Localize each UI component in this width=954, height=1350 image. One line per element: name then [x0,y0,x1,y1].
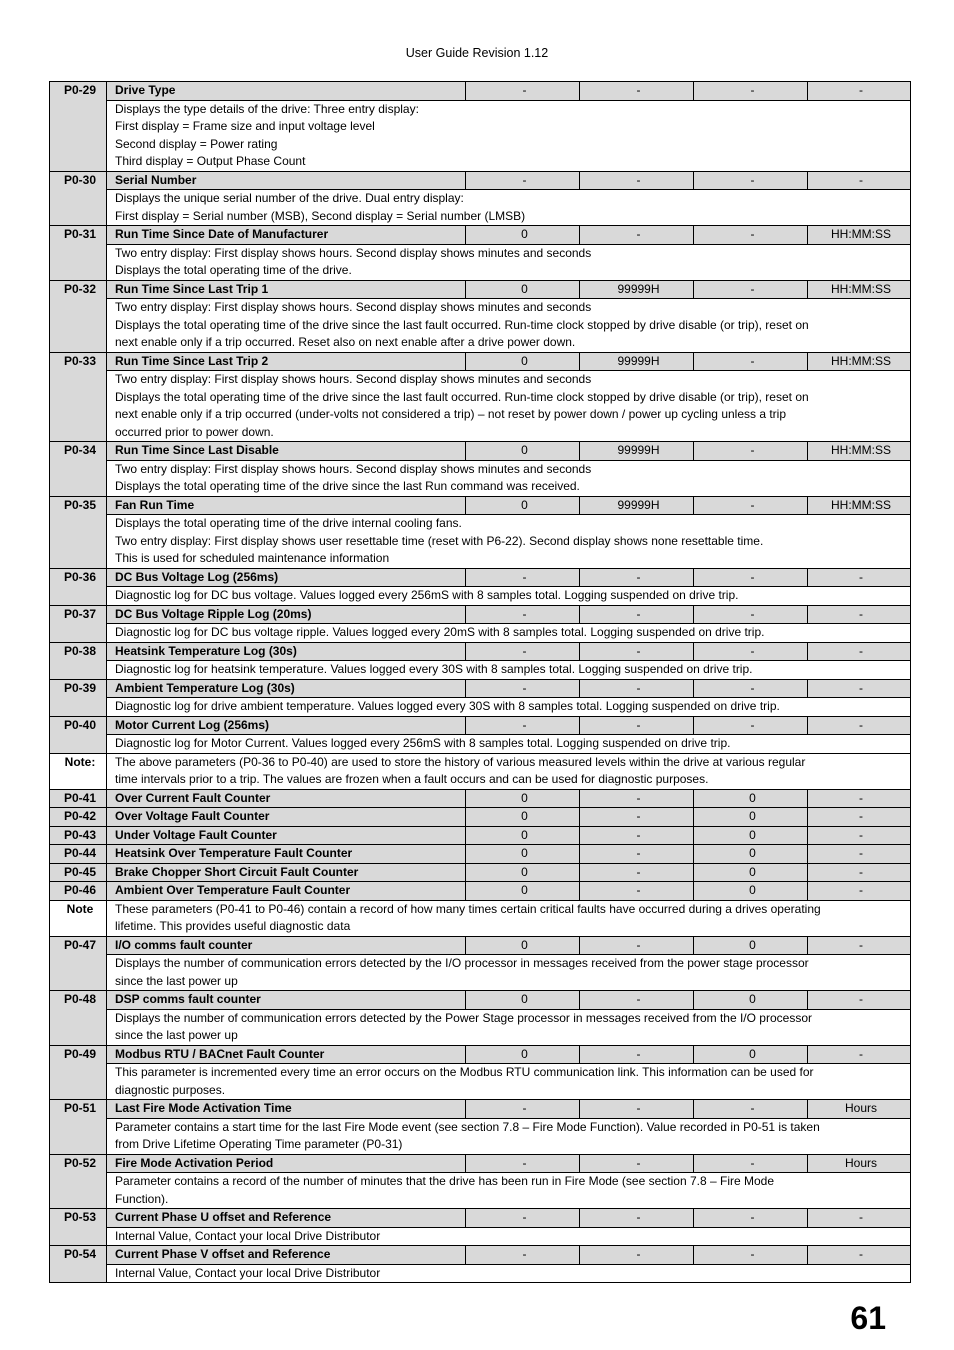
param-name: Run Time Since Last Trip 1 [107,280,466,299]
param-row [50,442,911,461]
param-units: - [808,863,911,882]
param-name: Brake Chopper Short Circuit Fault Counter [107,863,466,882]
param-id: P0-53 [50,1209,107,1246]
param-default: - [694,280,808,299]
param-min: 0 [466,442,580,461]
param-row [50,642,911,661]
param-min: 0 [466,808,580,827]
description-line: next enable only if a trip occurred (under-volts not considered a trip) – not reset by power down / power up cycling unless a trip [115,407,787,421]
param-id: P0-35 [50,496,107,568]
description-line: diagnostic purposes. [115,1082,226,1097]
param-name: Last Fire Mode Activation Time [107,1100,466,1119]
param-units: - [808,642,911,661]
param-default: - [694,1209,808,1228]
param-name: I/O comms fault counter [107,936,466,955]
param-description [107,735,911,754]
param-min: 0 [466,226,580,245]
param-default: - [694,226,808,245]
param-id: P0-47 [50,936,107,991]
param-units: - [808,789,911,808]
param-default: - [694,642,808,661]
param-units: Hours [808,1100,911,1119]
param-max: - [580,226,694,245]
param-min: - [466,716,580,735]
note-label: Note: [50,753,107,789]
description-line: Displays the total operating time of the drive since the last fault occurred. Run-time clock stopped by drive disable (or trip), reset on [115,317,809,332]
param-id: P0-40 [50,716,107,753]
description-line: Diagnostic log for DC bus voltage ripple. Values logged every 20mS with 8 samples total. Logging suspended on drive trip. [115,625,765,639]
description-line: Diagnostic log for drive ambient temperature. Values logged every 30S with 8 samples total. Logging suspended on drive trip. [115,699,780,713]
description-line: Two entry display: First display shows hours. Second display shows minutes and seconds [115,372,592,386]
param-description-row [50,587,911,606]
param-row [50,1209,911,1228]
param-row [50,863,911,882]
param-id: P0-31 [50,226,107,281]
param-row [50,826,911,845]
param-row [50,991,911,1010]
param-description-row [50,190,911,226]
param-id: P0-42 [50,808,107,827]
param-units: - [808,568,911,587]
param-description-row [50,955,911,991]
param-description [107,698,911,717]
param-row [50,280,911,299]
note-text [107,900,911,936]
param-name: DC Bus Voltage Ripple Log (20ms) [107,605,466,624]
param-description [107,371,911,442]
param-row [50,679,911,698]
param-max: - [580,605,694,624]
param-row [50,1246,911,1265]
param-min: 0 [466,1045,580,1064]
description-line: Parameter contains a record of the number of minutes that the drive has been run in Fire Mode (see section 7.8 – Fire Mode [115,1174,775,1188]
note-line: lifetime. This provides useful diagnostic data [115,919,351,933]
param-row [50,226,911,245]
note-line: The above parameters (P0-36 to P0-40) are used to store the history of various measured levels within the drive at various regular [115,754,806,769]
param-row [50,808,911,827]
param-default: 0 [694,882,808,901]
param-min: 0 [466,845,580,864]
param-description [107,955,911,991]
param-name: Run Time Since Last Disable [107,442,466,461]
param-default: - [694,1100,808,1119]
description-line: from Drive Lifetime Operating Time parameter (P0-31) [115,1137,403,1151]
description-line: Two entry display: First display shows hours. Second display shows minutes and seconds [115,461,592,476]
param-max: - [580,1209,694,1228]
param-max: - [580,1246,694,1265]
description-line: Two entry display: First display shows user resettable time (reset with P6-22). Second display shows none resettable time. [115,533,764,548]
param-units: HH:MM:SS [808,280,911,299]
page-header: User Guide Revision 1.12 [405,46,549,60]
param-id: P0-51 [50,1100,107,1155]
note-label: Note [50,900,107,936]
param-min: - [466,1154,580,1173]
param-max: 99999H [580,352,694,371]
param-min: 0 [466,936,580,955]
description-line: Displays the total operating time of the drive since the last Run command was received. [115,479,580,493]
param-name: Ambient Over Temperature Fault Counter [107,882,466,901]
param-units: - [808,679,911,698]
param-max: - [580,863,694,882]
param-default: - [694,716,808,735]
param-default: - [694,568,808,587]
param-units: HH:MM:SS [808,226,911,245]
param-row [50,1100,911,1119]
param-description [107,1009,911,1045]
param-min: 0 [466,496,580,515]
param-name: Over Voltage Fault Counter [107,808,466,827]
param-name: Modbus RTU / BACnet Fault Counter [107,1045,466,1064]
description-line: Displays the number of communication errors detected by the Power Stage processor in messages received from the I/O processor [115,1010,812,1025]
param-description-row [50,1118,911,1154]
param-name: Run Time Since Last Trip 2 [107,352,466,371]
param-default: 0 [694,789,808,808]
param-id: P0-44 [50,845,107,864]
param-name: Current Phase U offset and Reference [107,1209,466,1228]
param-max: - [580,991,694,1010]
param-name: Heatsink Temperature Log (30s) [107,642,466,661]
parameter-table [49,81,911,1283]
param-description-row [50,244,911,280]
description-line: Two entry display: First display shows hours. Second display shows minutes and seconds [115,245,592,260]
description-line: Third display = Output Phase Count [115,154,306,168]
param-id: P0-39 [50,679,107,716]
param-max: - [580,1045,694,1064]
param-default: 0 [694,936,808,955]
description-line: Internal Value, Contact your local Drive Distributor [115,1265,381,1280]
description-line: Two entry display: First display shows hours. Second display shows minutes and seconds [115,300,592,314]
param-id: P0-43 [50,826,107,845]
param-description-row [50,515,911,569]
param-description [107,1264,911,1283]
param-name: Under Voltage Fault Counter [107,826,466,845]
param-row [50,352,911,371]
param-default: - [694,496,808,515]
param-default: 0 [694,845,808,864]
param-description-row [50,1264,911,1283]
param-min: - [466,605,580,624]
param-default: - [694,1154,808,1173]
description-line: Diagnostic log for Motor Current. Values logged every 256mS with 8 samples total. Logging suspended on drive trip. [115,736,731,750]
note-row [50,900,911,936]
param-description-row [50,1009,911,1045]
param-max: - [580,882,694,901]
param-name: Fire Mode Activation Period [107,1154,466,1173]
param-row [50,1154,911,1173]
param-min: 0 [466,882,580,901]
param-min: - [466,679,580,698]
param-units: - [808,605,911,624]
param-description [107,1064,911,1100]
param-row [50,568,911,587]
description-line: Parameter contains a start time for the last Fire Mode event (see section 7.8 – Fire Mode Function). Value recorded in P0-51 is taken [115,1119,820,1134]
param-name: Motor Current Log (256ms) [107,716,466,735]
description-line: since the last power up [115,973,238,988]
description-line: Displays the unique serial number of the drive. Dual entry display: [115,191,464,205]
param-id: P0-36 [50,568,107,605]
param-units: HH:MM:SS [808,496,911,515]
param-id: P0-34 [50,442,107,497]
param-description [107,624,911,643]
param-min: 0 [466,352,580,371]
param-name: Ambient Temperature Log (30s) [107,679,466,698]
param-max: 99999H [580,496,694,515]
param-min: - [466,171,580,190]
param-units: HH:MM:SS [808,352,911,371]
param-description-row [50,1064,911,1100]
param-description-row [50,1173,911,1209]
description-line: This parameter is incremented every time an error occurs on the Modbus RTU communication link. This information can be used for [115,1065,814,1079]
description-line: occurred prior to power down. [115,424,274,439]
page-number: 61 [850,1300,886,1336]
param-description-row [50,735,911,754]
param-name: DC Bus Voltage Log (256ms) [107,568,466,587]
param-max: - [580,789,694,808]
param-units: - [808,826,911,845]
param-units: - [808,1246,911,1265]
param-id: P0-52 [50,1154,107,1209]
param-description-row [50,371,911,442]
param-description [107,190,911,226]
param-default: - [694,605,808,624]
param-units: - [808,1209,911,1228]
param-row [50,789,911,808]
description-line: Diagnostic log for heatsink temperature. Values logged every 30S with 8 samples total. Logging suspended on drive trip. [115,662,753,676]
description-line: Diagnostic log for DC bus voltage. Values logged every 256mS with 8 samples total. Logging suspended on drive trip. [115,588,739,602]
param-name: Current Phase V offset and Reference [107,1246,466,1265]
param-name: DSP comms fault counter [107,991,466,1010]
param-row [50,1045,911,1064]
param-min: - [466,1246,580,1265]
param-description [107,1227,911,1246]
description-line: This is used for scheduled maintenance information [115,551,390,565]
param-min: - [466,82,580,101]
description-line: Displays the total operating time of the drive internal cooling fans. [115,516,462,530]
param-description-row [50,100,911,171]
param-description-row [50,460,911,496]
param-description [107,587,911,606]
param-id: P0-41 [50,789,107,808]
param-default: 0 [694,808,808,827]
param-units: - [808,82,911,101]
param-min: 0 [466,789,580,808]
param-id: P0-48 [50,991,107,1046]
param-default: - [694,1246,808,1265]
param-id: P0-33 [50,352,107,442]
param-min: 0 [466,863,580,882]
param-max: - [580,82,694,101]
param-name: Heatsink Over Temperature Fault Counter [107,845,466,864]
param-row [50,936,911,955]
param-row [50,845,911,864]
param-units: HH:MM:SS [808,442,911,461]
param-min: 0 [466,991,580,1010]
description-line: Second display = Power rating [115,136,278,151]
param-max: - [580,568,694,587]
param-max: - [580,845,694,864]
param-row [50,171,911,190]
param-max: 99999H [580,280,694,299]
param-description-row [50,299,911,353]
param-max: - [580,808,694,827]
param-default: - [694,352,808,371]
param-default: - [694,442,808,461]
param-description-row [50,1227,911,1246]
param-default: 0 [694,826,808,845]
param-max: - [580,171,694,190]
param-row [50,605,911,624]
description-line: Internal Value, Contact your local Drive Distributor [115,1228,381,1243]
param-units: - [808,171,911,190]
param-row [50,496,911,515]
note-text [107,753,911,789]
description-line: First display = Serial number (MSB), Second display = Serial number (LMSB) [115,208,526,223]
param-name: Serial Number [107,171,466,190]
param-max: - [580,1154,694,1173]
param-max: - [580,826,694,845]
param-max: - [580,1100,694,1119]
param-id: P0-32 [50,280,107,352]
description-line: Displays the total operating time of the drive since the last fault occurred. Run-time clock stopped by drive disable (or trip), reset on [115,389,809,404]
param-units: - [808,991,911,1010]
param-id: P0-38 [50,642,107,679]
param-description [107,1118,911,1154]
param-units: - [808,845,911,864]
param-default: - [694,679,808,698]
param-description-row [50,661,911,680]
param-min: - [466,568,580,587]
note-row [50,753,911,789]
description-line: Function). [115,1191,169,1206]
param-id: P0-30 [50,171,107,226]
description-line: since the last power up [115,1028,238,1042]
param-description [107,1173,911,1209]
param-description [107,244,911,280]
param-row [50,716,911,735]
param-units: - [808,936,911,955]
param-default: - [694,82,808,101]
description-line: Displays the number of communication errors detected by the I/O processor in messages received from the power stage processor [115,956,809,970]
param-max: - [580,716,694,735]
note-line: time intervals prior to a trip. The values are frozen when a fault occurs and can be used for diagnostic purposes. [115,772,709,786]
param-id: P0-46 [50,882,107,901]
param-units: - [808,882,911,901]
param-max: 99999H [580,442,694,461]
param-max: - [580,642,694,661]
param-name: Over Current Fault Counter [107,789,466,808]
param-id: P0-45 [50,863,107,882]
param-max: - [580,679,694,698]
param-units: - [808,716,911,735]
param-units: - [808,1045,911,1064]
param-name: Fan Run Time [107,496,466,515]
param-default: 0 [694,863,808,882]
param-units: Hours [808,1154,911,1173]
param-id: P0-49 [50,1045,107,1100]
param-description [107,460,911,496]
param-name: Drive Type [107,82,466,101]
param-id: P0-29 [50,82,107,172]
param-name: Run Time Since Date of Manufacturer [107,226,466,245]
param-description [107,100,911,171]
param-min: - [466,1209,580,1228]
param-description-row [50,698,911,717]
param-min: - [466,642,580,661]
note-line: These parameters (P0-41 to P0-46) contain a record of how many times certain critical faults have occurred during a drives operating [115,901,821,916]
param-default: 0 [694,1045,808,1064]
description-line: First display = Frame size and input voltage level [115,119,375,133]
description-line: Displays the type details of the drive: Three entry display: [115,101,419,116]
param-min: 0 [466,826,580,845]
param-default: - [694,171,808,190]
param-units: - [808,808,911,827]
description-line: Displays the total operating time of the drive. [115,263,352,277]
param-description [107,661,911,680]
param-description-row [50,624,911,643]
param-row [50,882,911,901]
param-id: P0-37 [50,605,107,642]
param-min: - [466,1100,580,1119]
param-row [50,82,911,101]
param-id: P0-54 [50,1246,107,1283]
param-description [107,299,911,353]
param-max: - [580,936,694,955]
param-default: 0 [694,991,808,1010]
description-line: next enable only if a trip occurred. Reset also on next enable after a drive power down. [115,335,576,349]
param-description [107,515,911,569]
param-min: 0 [466,280,580,299]
